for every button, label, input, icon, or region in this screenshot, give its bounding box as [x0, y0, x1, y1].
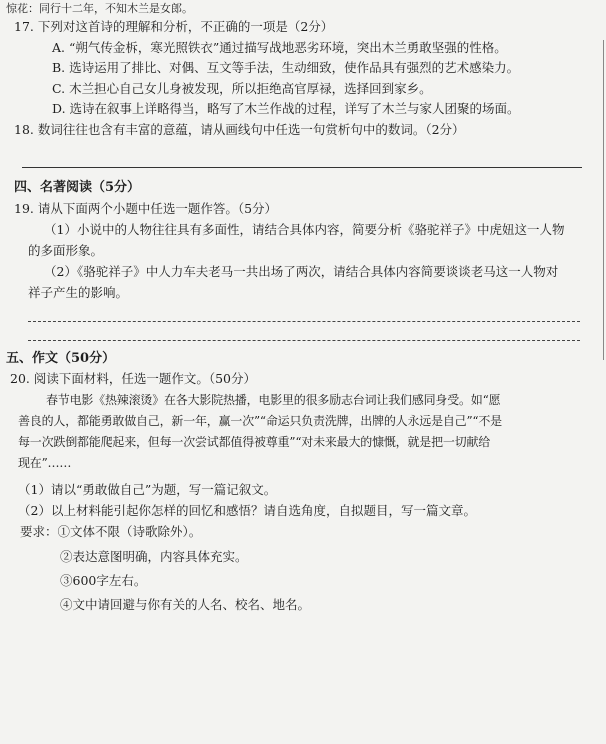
q20-requirement-2: ②表达意图明确，内容具体充实。	[60, 549, 248, 564]
q19-option1-line1: （1）小说中的人物往往具有多面性，请结合具体内容，简要分析《骆驼祥子》中虎妞这一人物	[44, 222, 565, 237]
q20-material-line2: 善良的人，都能勇敢做自己，新一年，赢一次”“命运只负责洗牌，出牌的人永远是自己”“不是	[18, 414, 502, 428]
q17-option-a: A. “朔气传金柝，寒光照铁衣”通过描写战地恶劣环境，突出木兰勇敢坚强的性格。	[52, 40, 507, 55]
q17-stem: 17. 下列对这首诗的理解和分析，不正确的一项是（2分）	[14, 19, 334, 34]
answer-line	[28, 340, 580, 341]
q20-requirement-4: ④文中请回避与你有关的人名、校名、地名。	[60, 597, 311, 612]
q17-option-b: B. 选诗运用了排比、对偶、互文等手法，生动细致，使作品具有强烈的艺术感染力。	[52, 60, 520, 75]
q17-option-c: C. 木兰担心自己女儿身被发现，所以拒绝高官厚禄，选择回到家乡。	[52, 81, 432, 96]
q20-material-line4: 现在”……	[18, 456, 72, 470]
answer-line	[28, 321, 580, 322]
q20-stem: 20. 阅读下面材料，任选一题作文。（50分）	[10, 371, 257, 386]
q19-option2-line1: （2）《骆驼祥子》中人力车夫老马一共出场了两次，请结合具体内容简要谈谈老马这一人物对	[44, 264, 559, 279]
q19-option2-line2: 祥子产生的影响。	[28, 285, 129, 300]
answer-line	[22, 167, 582, 168]
page-edge-shadow	[603, 40, 604, 360]
section4-title: 四、名著阅读（5分）	[14, 180, 141, 195]
q20-requirement-3: ③600字左右。	[60, 573, 147, 588]
q20-task1: （1）请以“勇敢做自己”为题，写一篇记叙文。	[18, 482, 277, 497]
q20-task2: （2）以上材料能引起你怎样的回忆和感悟？请自选角度，自拟题目，写一篇文章。	[18, 503, 476, 518]
q20-material-line1: 春节电影《热辣滚烫》在各大影院热播，电影里的很多励志台词让我们感同身受。如“愿	[46, 393, 501, 407]
section5-title: 五、作文（50分）	[6, 351, 116, 366]
q20-requirements-head: 要求：①文体不限（诗歌除外）。	[20, 524, 202, 539]
q19-option1-line2: 的多面形象。	[28, 243, 104, 258]
q18-stem: 18. 数词往往也含有丰富的意蕴，请从画线句中任选一句赏析句中的数词。（2分）	[14, 122, 465, 137]
top-fragment-text: 惊花：同行十二年，不知木兰是女郎。	[6, 2, 193, 15]
q19-stem: 19. 请从下面两个小题中任选一题作答。（5分）	[14, 201, 278, 216]
q20-material-line3: 每一次跌倒都能爬起来，但每一次尝试都值得被尊重”“对未来最大的慷慨，就是把一切献给	[18, 435, 491, 449]
q17-option-d: D. 选诗在叙事上详略得当，略写了木兰作战的过程，详写了木兰与家人团聚的场面。	[52, 101, 520, 116]
